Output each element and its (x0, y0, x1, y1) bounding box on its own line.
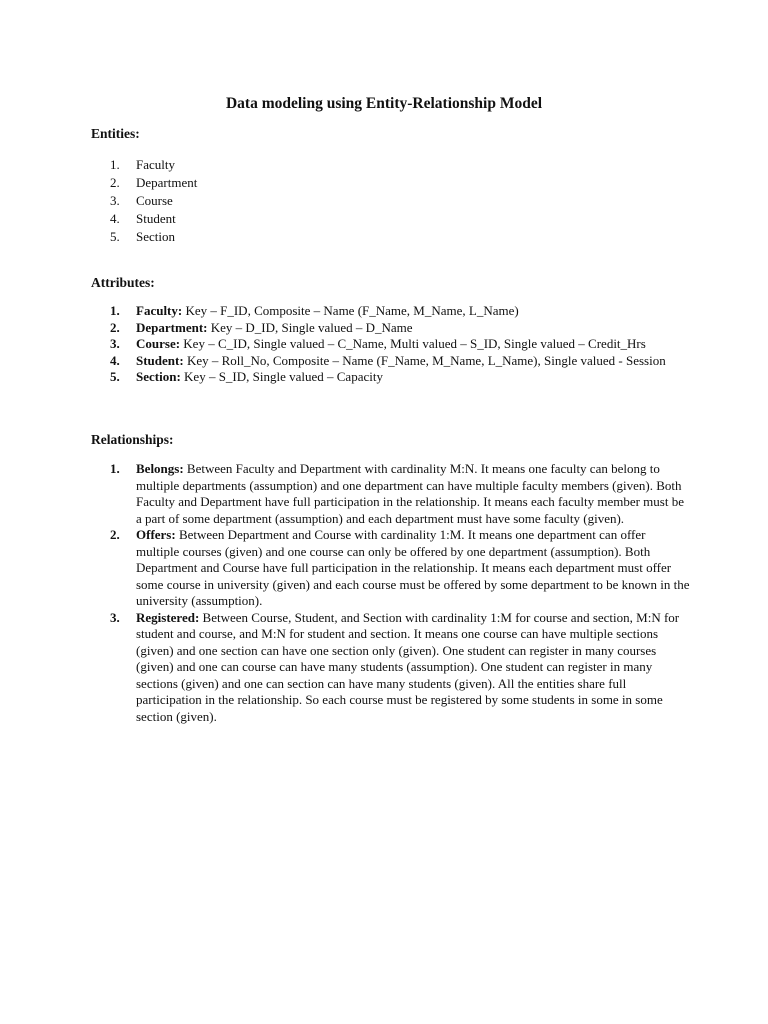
list-number: 3. (110, 193, 120, 208)
list-item-text: Department (136, 175, 198, 190)
list-item (110, 210, 690, 228)
relationship-text: Between Course, Student, and Section with cardinality 1:M for course and section, M:N for student and course, and M:N for student and section. It means one course can have multiple sections (given) and one section can have one section only (given). One student can register in many courses (given) and one can course can have many students (assumption). One student can register in many sections (given) and one can section can have many students (given). All the entities share full participation in the relationship. So each course must be registered by some students in some in some section (given). (136, 609, 680, 724)
relationships-heading: Relationships: (91, 432, 174, 447)
relationships-list (110, 461, 690, 725)
list-number: 1. (110, 303, 120, 318)
attribute-term: Section: (136, 369, 181, 384)
attribute-text: Key – Roll_No, Composite – Name (F_Name, M_Name, L_Name), Single valued - Session (186, 352, 666, 368)
attribute-term: Department: (136, 319, 208, 335)
list-item (110, 156, 690, 174)
list-item (110, 461, 690, 527)
list-number: 4. (110, 352, 120, 368)
list-item (110, 527, 690, 610)
relationship-text: Between Faculty and Department with cardinality M:N. It means one faculty can belong to multiple departments (assumption) and one department can have multiple faculty members (given). Both Faculty and Department have full participation in the relationship. It means each faculty member must be a part of some department (assumption) and each department must have some faculty (given). (136, 461, 684, 526)
list-item (110, 192, 690, 210)
list-item (110, 369, 690, 386)
list-item (110, 610, 690, 726)
list-item-text: Section (136, 229, 175, 244)
list-number: 5. (110, 369, 120, 384)
list-number: 1. (110, 157, 120, 172)
list-item (110, 174, 690, 192)
list-number: 3. (110, 609, 120, 625)
attribute-text: Key – S_ID, Single valued – Capacity (184, 369, 383, 384)
list-number: 1. (110, 461, 120, 476)
list-number: 4. (110, 211, 120, 226)
attributes-list (110, 303, 690, 386)
attribute-term: Student: (136, 352, 184, 368)
list-item (110, 303, 690, 320)
entities-list (110, 156, 690, 246)
list-number: 2. (110, 319, 120, 335)
attribute-text: Key – C_ID, Single valued – C_Name, Multi valued – S_ID, Single valued – Credit_Hrs (183, 336, 646, 351)
relationship-term: Offers: (136, 527, 176, 542)
list-item (110, 320, 690, 337)
list-number: 2. (110, 527, 120, 542)
entities-heading: Entities: (91, 126, 140, 141)
list-item-text: Student (136, 211, 176, 226)
list-item (110, 228, 690, 246)
attribute-text: Key – D_ID, Single valued – D_Name (210, 319, 413, 335)
list-number: 2. (110, 175, 120, 190)
attribute-text: Key – F_ID, Composite – Name (F_Name, M_Name, L_Name) (185, 303, 519, 318)
attribute-term: Faculty: (136, 303, 183, 318)
list-item (110, 336, 690, 353)
list-item-text: Faculty (136, 157, 175, 172)
list-item (110, 353, 690, 370)
attribute-term: Course: (136, 336, 181, 351)
attributes-heading: Attributes: (91, 275, 155, 290)
relationship-term: Registered: (136, 609, 200, 625)
list-item-text: Course (136, 193, 173, 208)
page-title: Data modeling using Entity-Relationship Model (225, 95, 543, 112)
relationship-term: Belongs: (136, 461, 184, 476)
list-number: 3. (110, 336, 120, 351)
relationship-text: Between Department and Course with cardinality 1:M. It means one department can offer multiple courses (given) and one course can only be offered by one department (assumption). Both Department and Course have full participation in the relationship. It means each department must offer some course in university (given) and each course must be offered by some department to be known in the university (assumption). (136, 527, 690, 608)
list-number: 5. (110, 229, 120, 244)
